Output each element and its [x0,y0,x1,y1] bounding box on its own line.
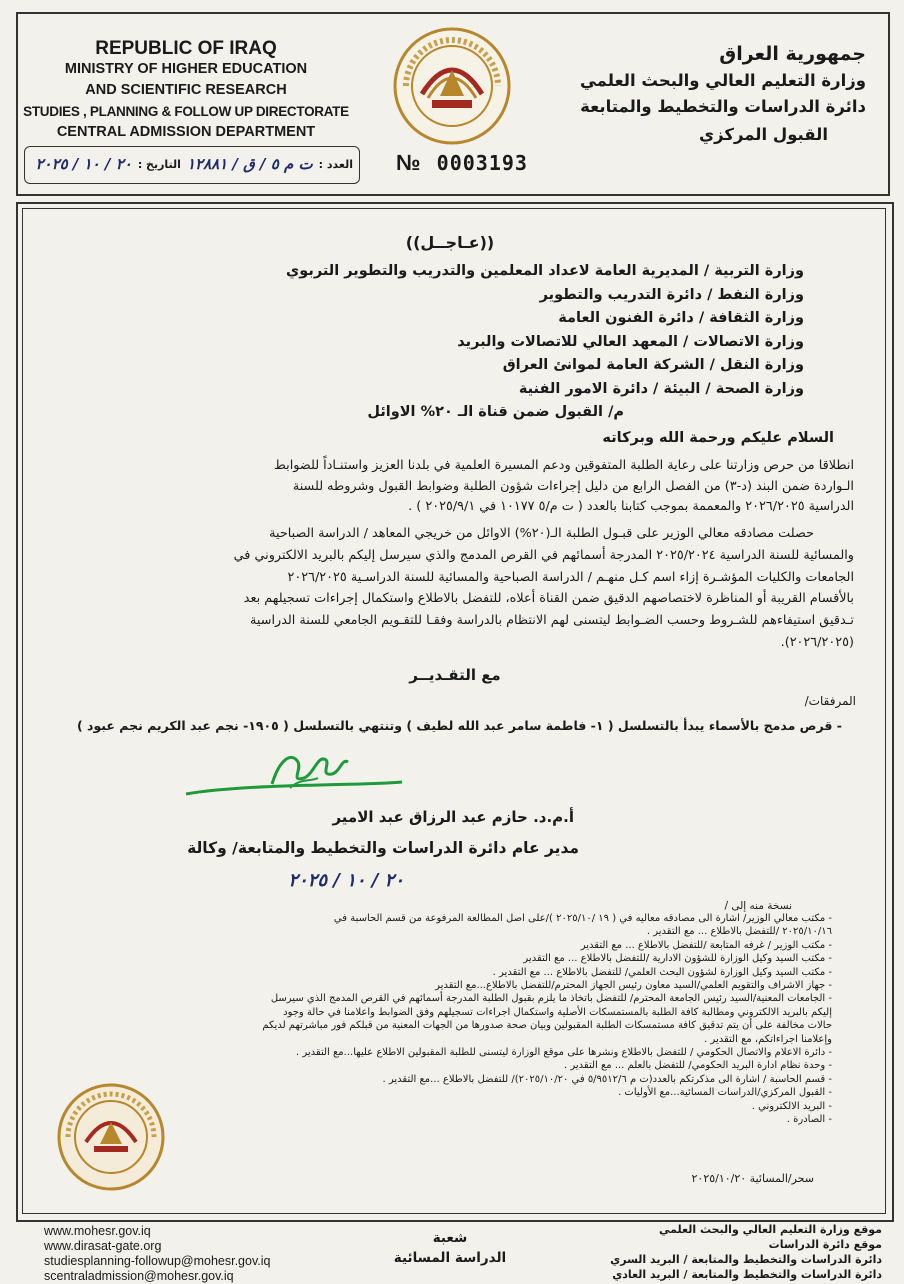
cc-item: حالات مخالفة على أن يتم تدقيق كافة مستمسكات الطلبة المقبولين وبيان صحة صدورها من الجهات المعنية من قبلكم فور مباشرتهم لديكم [262,1020,832,1032]
attachment-item: - قرص مدمج بالأسماء يبدأ بالتسلسل ( ١- فاطمة سامر عبد الله لطيف ) وتنتهي بالتسلسل ( ١٩٠٥- نجم عبد الكريم نجم عبود ) [76,718,842,733]
reference-line [33,155,353,173]
ref-number-value: ت م ٥ / ق / ١٢٨٨١ [186,155,313,173]
regards: مع التقـديــر [409,666,501,684]
footer-links [44,1224,270,1284]
serial-prefix: № [396,150,422,175]
cc-item: - دائرة الاعلام والاتصال الحكومي / للتفضل بالاطلاع ونشرها على موقع الوزارة ليتسنى للطلبة المقبولين الاطلاع عليها...مع التقدير . [296,1047,832,1059]
recipient-item: وزارة الصحة / البيئة / دائرة الامور الفنية [518,380,804,397]
ref-date-value: ٢٠ / ١٠ / ٢٠٢٥ [35,155,132,173]
header-ar [536,40,866,150]
footer-section-line1: شعبة [432,1230,468,1246]
ref-date-label: التاريخ : [137,157,181,171]
footer-contact-item: دائرة الدراسات والتخطيط والمتابعة / البريد العادي [612,1268,882,1281]
cc-list [92,912,832,1127]
paragraph-2-line: حصلت مصادقه معالي الوزير على قبـول الطلبة الـ(٢٠%) الاوائل من خريجي المعاهد / الدراسة الصباحية [269,526,814,541]
subject-line: م/ القبول ضمن قناة الـ ٢٠% الاوائل [367,404,624,420]
recipient-item: وزارة النفط / دائرة التدريب والتطوير [539,286,804,303]
recipient-item: وزارة الاتصالات / المعهد العالي للاتصالات والبريد [457,333,804,350]
header-ar-line1: جمهورية العراق [719,43,866,65]
header-ar-line3: دائرة الدراسات والتخطيط والمتابعة [580,97,866,116]
paragraph-1-line: الدراسية ٢٠٢٦/٢٠٢٥ والمعممة بموجب كتابنا بالعدد ( ت م/٥ ١٠١٧٧ في ٢٠٢٥/٩/١ ) . [408,499,854,514]
paragraph-2-line: بالأقسام القريبة أو المناظرة لاختصاصهم الدقيق ضمن القناة أعلاه، للتفضل بالاطلاع واستكمال إجراءات تسجيلهم بعد [243,591,854,607]
signature [180,748,410,810]
header-ar-line4: القبول المركزي [698,125,828,144]
ministry-seal-icon [392,26,512,146]
greeting: السلام عليكم ورحمة الله وبركاته [602,430,834,446]
header-en-line1: REPUBLIC OF IRAQ [95,38,277,59]
paragraph-2-line: (٢٠٢٦/٢٠٢٥). [780,634,854,650]
footer-email-studies[interactable]: studiesplanning-followup@mohesr.gov.iq [44,1254,271,1268]
footer-section-line2: الدراسة المسائية [393,1250,507,1266]
cc-footer-note: سحر/المسائية ٢٠٢٥/١٠/٢٠ [691,1172,814,1185]
paragraph-1 [74,456,854,518]
cc-item: - الجامعات المعنية/السيد رئيس الجامعة المحترم/ للتفضل باتخاذ ما يلزم بقبول الطلبة المدرجة أسمائهم في القرص المدمج الذي سيرسل [270,993,832,1005]
stamp-icon [56,1082,166,1192]
footer-link-dirasat[interactable]: www.dirasat-gate.org [44,1239,162,1253]
ministry-seal [392,26,512,146]
cc-item: - مكتب السيد وكيل الوزارة لشؤون البحث العلمي/ للتفضل بالاطلاع ... مع التقدير . [492,966,832,978]
cc-item: - وحدة نظام ادارة البريد الحكومي/ للتفضل بالعلم ... مع التقدير . [564,1060,832,1072]
cc-item: - مكتب الوزير / غرفه المتابعة /للتفضل بالاطلاع ... مع التقدير [580,939,832,951]
cc-item: - البريد الالكتروني . [751,1100,832,1112]
footer-section [380,1228,520,1268]
cc-item: ٢٠٢٥/١٠/١٦ /للتفضل بالاطلاع ... مع التقدير . [646,926,832,938]
cc-item: - مكتب السيد وكيل الوزارة للشؤون الادارية /للتفضل بالاطلاع ... مع التقدير [523,953,832,965]
paragraph-2-line: الجامعات والكليات المؤشـرة إزاء اسم كـل منهـم / الدراسة الصباحية والمسائية للسنة الدراسـية ٢٠٢٦/٢٠٢٥ [287,569,854,585]
header-en-line4: STUDIES , PLANNING & FOLLOW UP DIRECTORATE [23,104,349,119]
cc-item: - القبول المركزي/الدراسات المسائية...مع الأوليات . [618,1087,832,1099]
cc-item: - الصادرة . [786,1114,832,1126]
paragraph-1-line: انطلاقا من حرص وزارتنا على رعاية الطلبة المتفوقين ودعم المسيرة العلمية في بلدنا العزيز واستنـاداً للضوابط [273,458,854,473]
footer-contact-item: دائرة الدراسات والتخطيط والمتابعة / البريد السري [610,1253,882,1266]
paragraph-2 [74,523,854,654]
footer-link-ministry[interactable]: www.mohesr.gov.iq [44,1224,151,1238]
recipient-item: وزارة التربية / المديرية العامة لاعداد المعلمين والتدريب والتطوير التربوي [286,263,804,279]
serial-number [396,150,528,176]
serial-value: 0003193 [436,151,528,175]
cc-label: نسخة منه إلى / [724,900,792,912]
signature-date: ٢٠ / ١٠ / ٢٠٢٥ [288,870,404,891]
cc-item: وإعلامنا اجراءاتكم، مع التقدير . [704,1033,832,1045]
paragraph-1-line: الـواردة ضمن البند (د-٣) من الفصل الرابع من دليل إجراءات شؤون الطلبة وضوابط القبول وشروطه للسنة [292,478,854,494]
recipients-list [144,260,804,425]
recipient-item: وزارة الثقافة / دائرة الفنون العامة [558,310,804,326]
recipient-item: وزارة النقل / الشركة العامة لموانئ العراق [502,357,804,373]
signatory-title: مدير عام دائرة الدراسات والتخطيط والمتابعة/ وكالة [187,839,579,857]
cc-item: إليكم بالبريد الالكتروني ومطالبة كافة الطلبة بالمستمسكات الأصلية واستكمال اجراءات تسجيلهم وفق الضوابط واعلامنا في حالة وجود [283,1006,832,1018]
urgent-label: ((عـاجــل)) [405,233,495,252]
cc-item: - مكتب معالي الوزير/ اشارة الى مصادقه معاليه في ( ١٩ /٢٠٢٥/١٠ )/على اصل المطالعة المرفوعة من قسم الحاسبة في [333,913,832,924]
header-en [22,38,350,143]
header-en-line3: AND SCIENTIFIC RESEARCH [85,82,287,98]
ref-number-label: العدد : [318,157,353,171]
paragraph-2-line: تـدقيق استيفاءهم للشـروط وحسب الضـوابط ليتسنى لهم الانتظام بالدراسة وفقـا للتقـويم الجامعي للسنة الدراسية [250,613,854,629]
ministry-stamp [56,1082,166,1192]
footer-email-admission[interactable]: scentraladmission@mohesr.gov.iq [44,1269,234,1283]
paragraph-2-line: والمسائية للسنة الدراسية ٢٠٢٥/٢٠٢٤ المدرجة أسمائهم في القرص المدمج والذي سيرسل إليكم بالبريد الالكتروني في [233,547,854,563]
footer-contacts [562,1222,882,1282]
cc-item: - قسم الحاسبة / اشارة الى مذكرتكم بالعدد(ت م ٥/٩٥١٢/٦ في ٢٠٢٥/١٠/٢٠)/ للتفضل بالاطلاع ...مع التقدير . [382,1073,832,1085]
attachments-label: المرفقات/ [804,694,856,708]
reference-box [24,146,360,184]
header-en-line2: MINISTRY OF HIGHER EDUCATION [64,61,308,77]
signature-icon [180,748,410,810]
footer-contact-item: موقع دائرة الدراسات [768,1238,882,1251]
header-ar-line2: وزارة التعليم العالي والبحث العلمي [579,71,866,90]
header-en-line5: CENTRAL ADMISSION DEPARTMENT [56,124,316,140]
cc-item: - جهاز الاشراف والتقويم العلمي/السيد معاون رئيس الجهاز المحترم/للتفضل بالاطلاع...مع التقدير [435,980,832,992]
signatory-name: أ.م.د. حازم عبد الرزاق عبد الامير [332,808,574,826]
footer-contact-item: موقع وزارة التعليم العالي والبحث العلمي [659,1223,882,1236]
